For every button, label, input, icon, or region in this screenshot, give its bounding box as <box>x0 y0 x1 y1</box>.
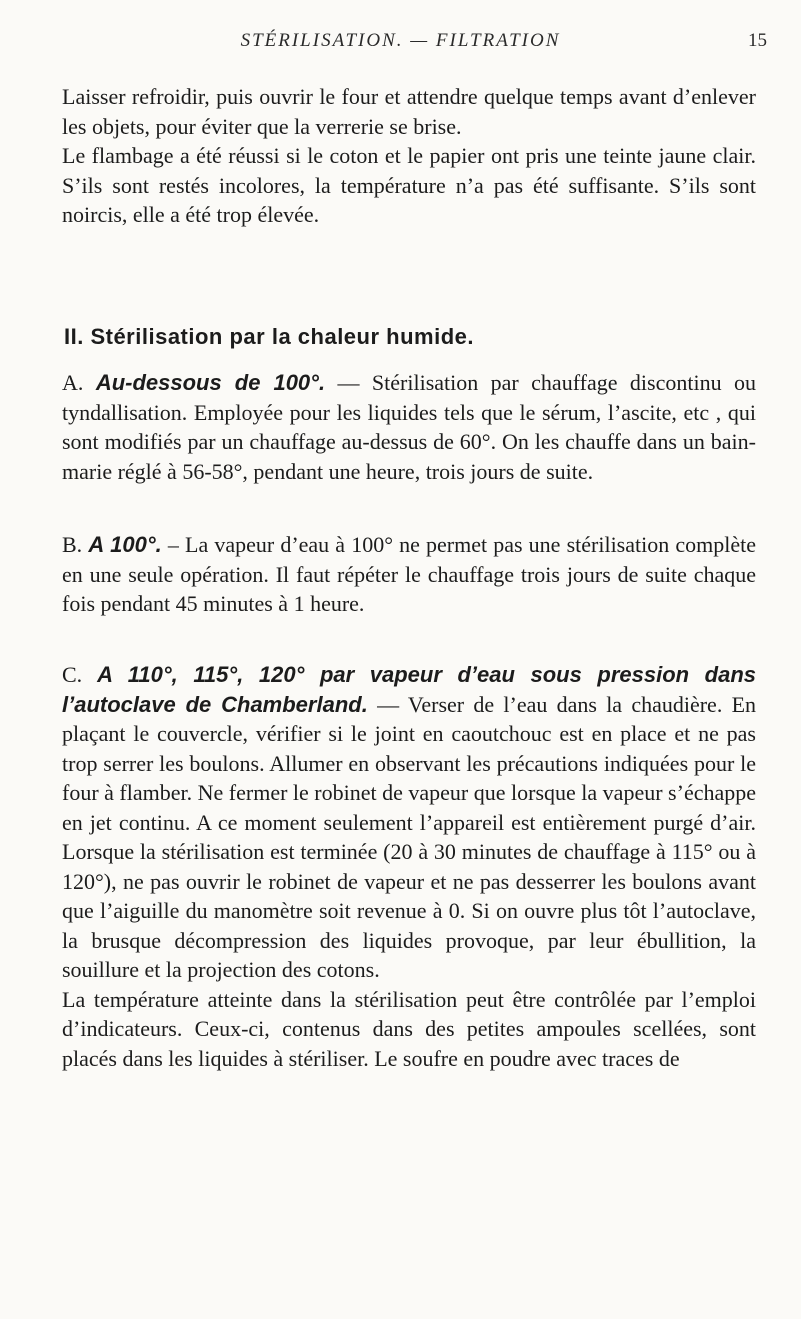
part-b-letter: B. <box>62 532 89 557</box>
part-a-letter: A. <box>62 370 96 395</box>
running-title: STÉRILISATION. — FILTRATION <box>240 30 561 51</box>
part-c-body: — Verser de l’eau dans la chaudière. En plaçant le couvercle, vérifier si le joint en caoutchouc est en place et ne pas trop serrer les boulons. Allumer en observant les précautions indiquées pour le four à flamber. Ne fermer le robinet de vapeur que lorsque la vapeur s’échappe en jet continu. A ce moment seulement l’appareil est entièrement purgé d’air. Lorsque la stérilisation est terminée (20 à 30 minutes de chauffage à 115° ou à 120°), ne pas ouvrir le robinet de vapeur et ne pas desserrer les boulons avant que l’aiguille du manomètre soit revenue à 0. Si on ouvre plus tôt l’autoclave, la brusque décompression des liquides provoque, par leur ébullition, la souillure et la projection des cotons. <box>62 691 757 982</box>
part-a <box>62 368 756 486</box>
part-c-title: A 110°, 115°, 120° par vapeur d’eau sous pression dans l’autoclave de Chamberland. <box>62 662 756 717</box>
intro-block <box>62 82 756 230</box>
part-b-body: – La vapeur d’eau à 100° ne permet pas une stérilisation complète en une seule opération. Il faut répéter le chauffage trois jours de suite chaque fois pendant 45 minutes à 1 heure. <box>62 532 756 616</box>
section-heading: II. Stérilisation par la chaleur humide. <box>64 324 474 349</box>
part-b-title: A 100°. <box>88 532 162 557</box>
page-number: 15 <box>748 30 767 51</box>
part-a-title: Au-dessous de 100°. <box>95 370 326 395</box>
part-a-body: — Stérilisation par chauffage discontinu ou tyndallisation. Employée pour les liquides tels que le sérum, l’ascite, etc , qui sont modifiés par un chauffage au-dessus de 60°. On les chauffe dans un bain-marie réglé à 56-58°, pendant une heure, trois jours de suite. <box>62 370 756 484</box>
intro-paragraph-2: Le flambage a été réussi si le coton et le papier ont pris une teinte jaune clair. S’ils sont restés incolores, la température n’a pas été suffisante. S’ils sont noircis, elle a été trop élevée. <box>62 143 756 227</box>
part-c <box>62 660 756 1073</box>
part-c-letter: C. <box>62 662 98 687</box>
part-a-paragraph <box>62 368 756 486</box>
intro-paragraph-1: Laisser refroidir, puis ouvrir le four et attendre quelque temps avant d’enlever les objets, pour éviter que la verrerie se brise. <box>62 84 756 139</box>
part-c-paragraph <box>62 660 756 985</box>
part-b-paragraph <box>62 530 756 619</box>
part-b <box>62 530 756 619</box>
part-c-paragraph-2: La température atteinte dans la stérilisation peut être contrôlée par l’emploi d’indicateurs. Ceux-ci, contenus dans des petites ampoules scellées, sont placés dans les liquides à stériliser. Le soufre en poudre avec traces de <box>62 986 756 1071</box>
running-header <box>0 30 801 58</box>
